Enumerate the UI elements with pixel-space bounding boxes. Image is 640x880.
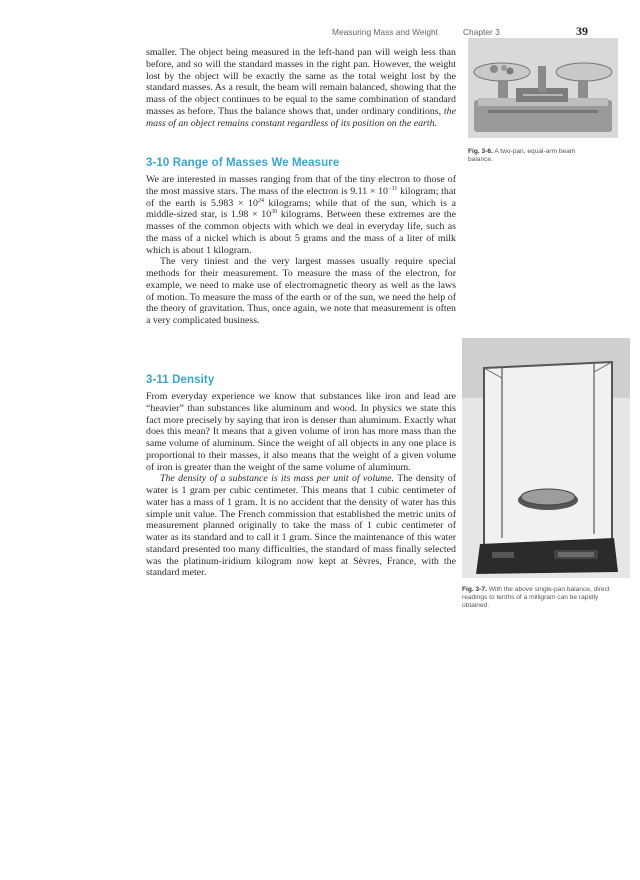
intro-paragraph [146, 47, 456, 129]
figure-caption-text: A two-pan, equal-arm beam balance. [468, 148, 576, 163]
text-run: kilogram; that of the earth is 5.983 × 10 [146, 185, 456, 209]
figure-label: Fig. 3-6. [468, 148, 493, 155]
section-3-10-paragraph-1 [146, 174, 456, 256]
section-3-11 [146, 374, 456, 579]
figure-3-6-caption [468, 148, 588, 164]
density-definition: The density of a substance is its mass per unit of volume. [160, 473, 395, 485]
single-pan-balance-photo [462, 338, 630, 578]
two-pan-balance-photo [468, 38, 618, 138]
running-title: Measuring Mass and Weight [332, 27, 438, 37]
section-3-10 [146, 157, 456, 327]
section-heading-3-10: 3-10 Range of Masses We Measure [146, 157, 340, 169]
section-3-11-paragraph-2 [146, 473, 456, 579]
chapter-label: Chapter 3 [463, 27, 500, 37]
intro-text: smaller. The object being measured in the left-hand pan will weigh less than before, and so will the standard masses in the right pan. However, the weight lost by the object will be exactly the same as the total weight lost by the standard masses. As a result, the beam will remain balanced, showing that the mass of the object continues to be equal to the same combination of standard masses as before. Thus the balance shows that, under ordinary conditions, [146, 47, 456, 117]
intro-italic-conclusion: the mass of an object remains constant regardless of its position on the earth. [146, 105, 456, 129]
text-run: The density of water is 1 gram per cubic centimeter. This means that 1 cubic centimeter of water has a mass of 1 gram. It is no accident that the density of water has this simple unit value. The French commission that established the metric units of measurement planned originally to take the mass of 1 cubic centimeter of water as its standard and to call it 1 gram. Since the maintenance of this water standard presented too many difficulties, the standard of mass finally selected was the platinum-iridium kilogram now kept at Sèvres, France, with the standard meter. [146, 473, 456, 579]
exponent: 30 [271, 209, 278, 216]
intro-block [146, 47, 456, 129]
section-3-10-paragraph-2: The very tiniest and the very largest masses usually require special methods for their measurement. To measure the mass of the electron, for example, we need to make use of electromagnetic theory as well as the laws of motion. To measure the mass of the earth or of the sun, we need the help of the theory of gravitation. Thus, once again, we note that measurement is often a very complicated business. [146, 256, 456, 326]
exponent: −31 [387, 185, 398, 192]
page-number: 39 [576, 24, 588, 38]
figure-label: Fig. 3-7. [462, 586, 487, 593]
figure-caption-text: With the above single-pan balance, direct readings to tenths of a milligram can be rapidly obtained. [462, 586, 610, 609]
section-3-11-paragraph-1: From everyday experience we know that substances like iron and lead are “heavier” than substances like aluminum and wood. In physics we state this fact more precisely by saying that iron is denser than aluminum. Exactly what does this mean? It means that a given volume of iron has more mass than the same volume of aluminum. Since the weight of all objects in any one place is proportional to their masses, it also means that the weight of a given volume of iron is greater than the weight of the same volume of aluminum. [146, 391, 456, 473]
section-heading-3-11: 3-11 Density [146, 374, 215, 386]
text-run: kilograms. Between these extremes are the masses of the common objects with which we deal in everyday life, such as the mass of a nickel which is about 5 grams and the mass of a liter of milk which is about 1 kilogram. [146, 209, 456, 256]
text-run: We are interested in masses ranging from that of the tiny electron to those of the most massive stars. The mass of the electron is 9.11 × 10 [146, 174, 456, 197]
exponent: 24 [257, 197, 264, 204]
text-run: kilograms; while that of the sun, which is a middle-sized star, is 1.98 × 10 [146, 197, 456, 221]
figure-3-7-caption [462, 586, 612, 610]
